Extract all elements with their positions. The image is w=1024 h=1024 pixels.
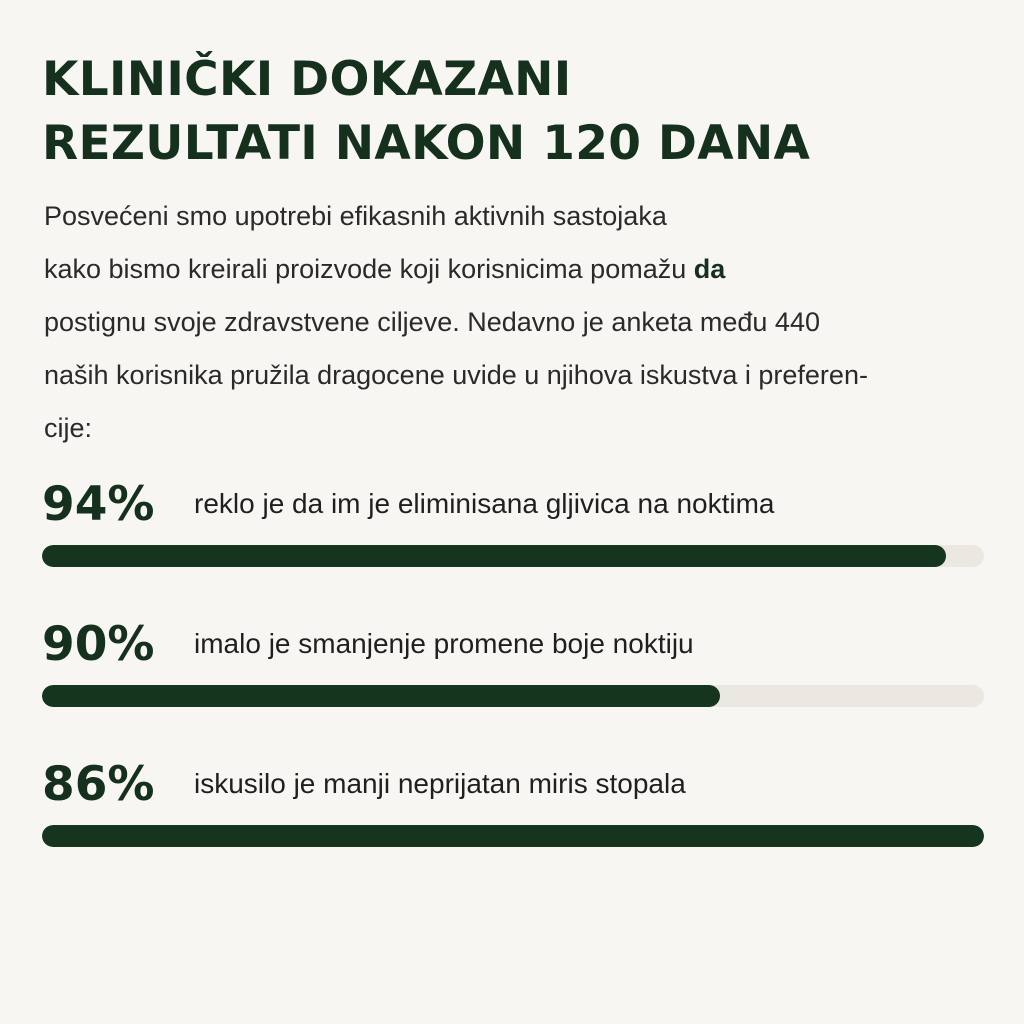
title-line-1: KLINIČKI DOKAZANI [42,52,572,107]
stat-item [42,469,984,609]
stat-item [42,749,984,889]
stat-percent: 90% [42,616,155,672]
stat-label: iskusilo je manji neprijatan miris stopala [194,768,686,799]
progress-track [42,685,984,707]
progress-fill [42,825,984,847]
intro-line-5: cije: [44,413,93,443]
progress-track [42,825,984,847]
stat-percent: 94% [42,476,155,532]
progress-fill [42,545,946,567]
intro-line-2-text: kako bismo kreirali proizvode koji korisnicima pomažu [44,254,694,284]
progress-fill [42,685,720,707]
stat-header [42,469,984,539]
stat-percent: 86% [42,756,155,812]
title-line-2: REZULTATI NAKON 120 DANA [42,116,811,171]
intro-line-2 [44,243,994,296]
stat-header [42,749,984,819]
intro-bold-word: da [693,254,726,284]
page-title [42,48,984,176]
intro-line-3: postignu svoje zdravstvene ciljeve. Nedavno je anketa među 440 [44,307,820,337]
stat-item [42,609,984,749]
stat-label: reklo je da im je eliminisana gljivica na noktima [194,488,775,519]
progress-track [42,545,984,567]
intro-line-1: Posvećeni smo upotrebi efikasnih aktivnih sastojaka [44,201,667,231]
stat-header [42,609,984,679]
stats-list [42,469,984,889]
intro-paragraph [44,190,994,455]
stat-label: imalo je smanjenje promene boje noktiju [194,628,694,659]
intro-line-4: naših korisnika pružila dragocene uvide u njihova iskustva i preferen- [44,360,868,390]
